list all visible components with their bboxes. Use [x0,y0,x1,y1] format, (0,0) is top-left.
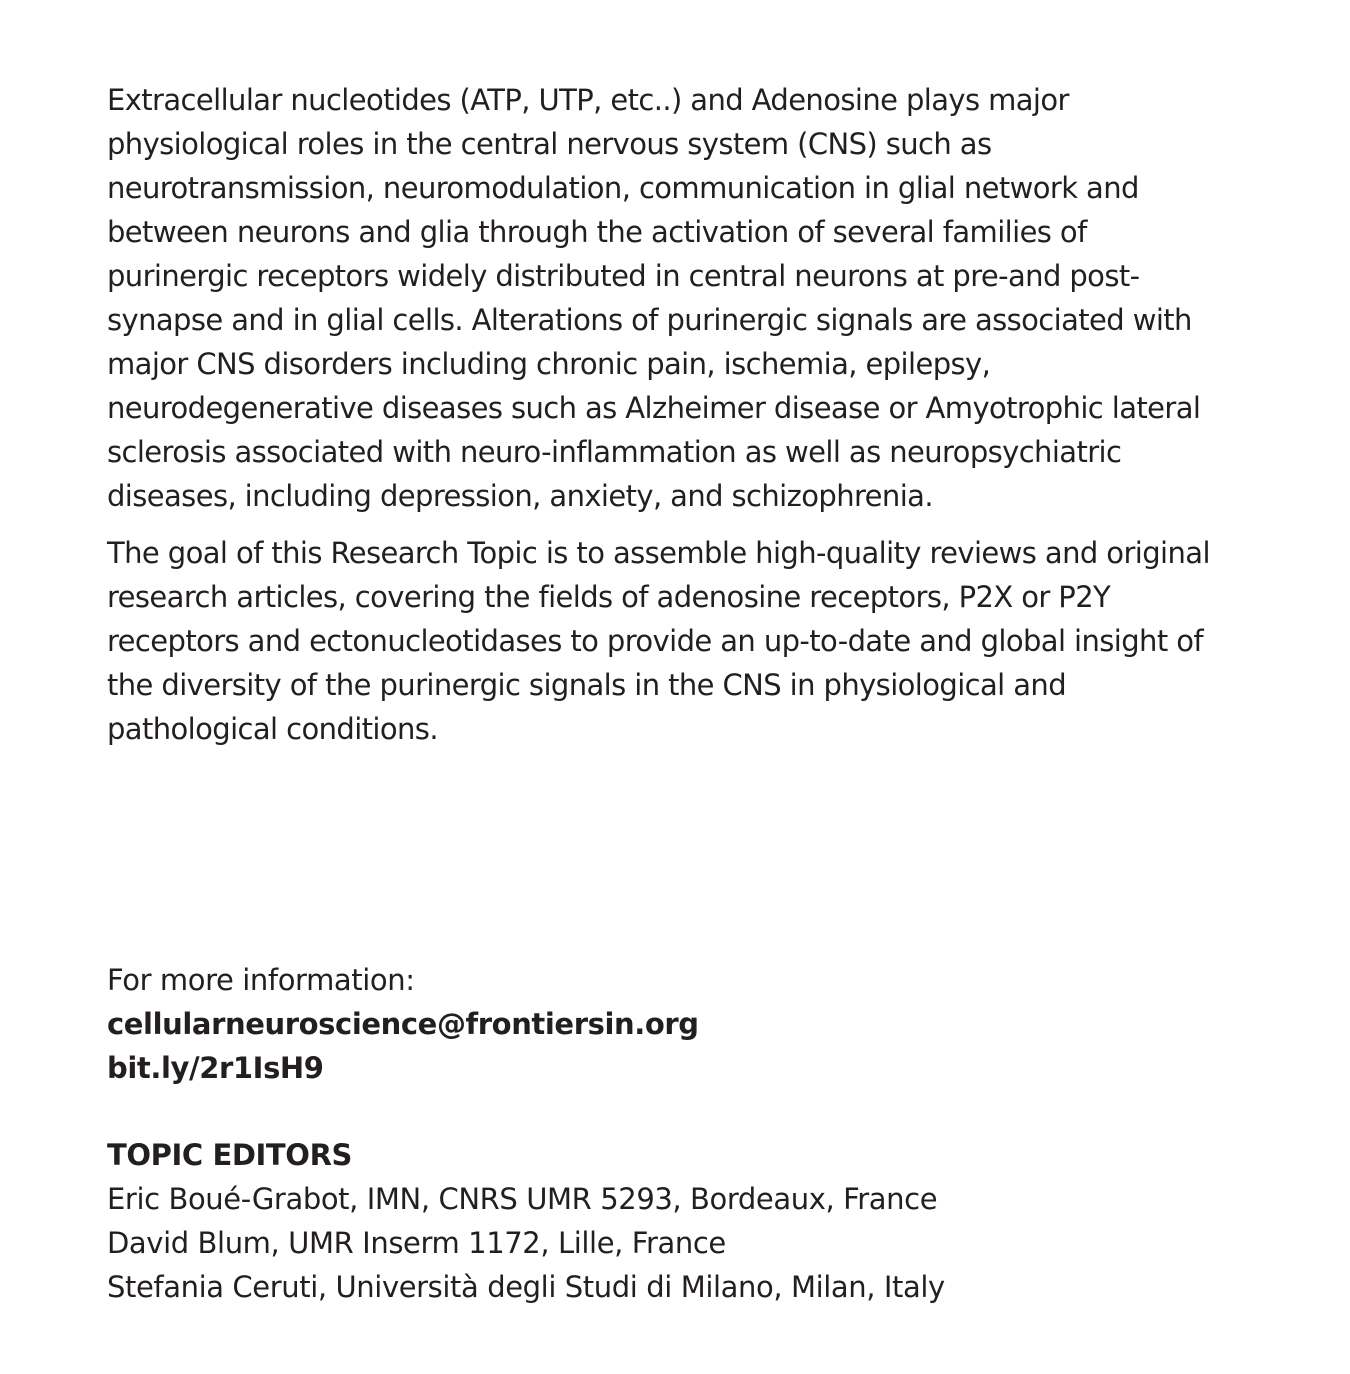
short-url-link[interactable]: bit.ly/2r1IsH9 [107,1051,324,1085]
editor-item-1: Eric Boué-Grabot, IMN, CNRS UMR 5293, Bordeaux, France [107,1182,938,1216]
info-label: For more information: [107,963,415,997]
editors-heading: TOPIC EDITORS [107,1138,352,1172]
description-paragraph-1: Extracellular nucleotides (ATP, UTP, etc..) and Adenosine plays major physiological roles in the central nervous system (CNS) such as neurotransmission, neuromodulation, communication in glial network and between neurons and glia through the activation of several families of purinergic receptors widely distributed in central neurons at pre-and post-synapse and in glial cells. Alterations of purinergic signals are associated with major CNS disorders including chronic pain, ischemia, epilepsy, neurodegenerative diseases such as Alzheimer disease or Amyotrophic lateral sclerosis associated with neuro-inflammation as well as neuropsychiatric diseases, including depression, anxiety, and schizophrenia. [107,83,1201,513]
editor-item-2: David Blum, UMR Inserm 1172, Lille, France [107,1226,726,1260]
editor-item-3: Stefania Ceruti, Università degli Studi di Milano, Milan, Italy [107,1270,945,1304]
description-section [107,78,1227,751]
topic-editors [107,1133,1227,1309]
contact-info [107,958,1227,1090]
description-paragraph-2: The goal of this Research Topic is to assemble high-quality reviews and original research articles, covering the fields of adenosine receptors, P2X or P2Y receptors and ectonucleotidases to provide an up-to-date and global insight of the diversity of the purinergic signals in the CNS in physiological and pathological conditions. [107,536,1210,746]
contact-email-link[interactable]: cellularneuroscience@frontiersin.org [107,1007,699,1041]
